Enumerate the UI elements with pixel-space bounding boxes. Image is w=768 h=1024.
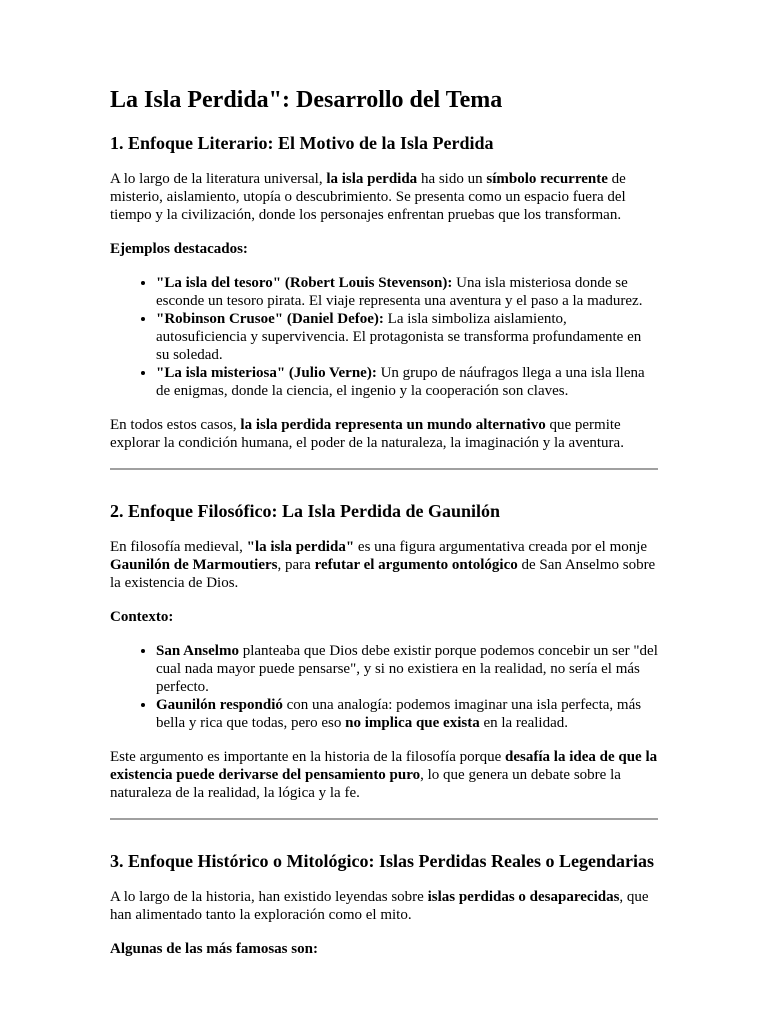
bold-text: "la isla perdida": [246, 539, 355, 555]
text: A lo largo de la literatura universal,: [110, 171, 327, 187]
bold-text: Ejemplos destacados:: [110, 241, 248, 257]
list-item: [156, 310, 658, 364]
text: , para: [277, 557, 315, 573]
bold-text: "La isla misteriosa" (Julio Verne):: [156, 365, 377, 381]
text: Este argumento es importante en la historia de la filosofía porque: [110, 749, 506, 765]
text: La isla simboliza aislamiento, autosuficiencia y supervivencia. El protagonista se transforma profundamente en su soledad.: [156, 311, 642, 363]
text: es una figura argumentativa creada por el monje: [354, 539, 648, 555]
divider: [110, 468, 658, 470]
bold-text: la isla perdida representa un mundo alternativo: [240, 417, 546, 433]
text: en la realidad.: [479, 715, 568, 731]
bold-text: la isla perdida: [326, 171, 418, 187]
examples-list: [110, 274, 658, 400]
bold-text: "Robinson Crusoe" (Daniel Defoe):: [156, 311, 384, 327]
context-label: [110, 608, 658, 626]
text: planteaba que Dios debe existir porque podemos concebir un ser "del cual nada mayor puede pensarse", y si no existiera en la realidad, no sería el más perfecto.: [156, 643, 658, 695]
text: A lo largo de la historia, han existido leyendas sobre: [110, 889, 428, 905]
section-philosophical: [110, 500, 658, 802]
text: En filosofía medieval,: [110, 539, 247, 555]
bold-text: Contexto:: [110, 609, 174, 625]
bold-text: no implica que exista: [345, 715, 480, 731]
bold-text: Gaunilón de Marmoutiers: [110, 557, 278, 573]
text: Una isla misteriosa donde se esconde un tesoro pirata. El viaje representa una aventura y el paso a la madurez.: [156, 275, 643, 309]
bold-text: refutar el argumento ontológico: [314, 557, 518, 573]
text: , lo que genera un debate sobre la naturaleza de la realidad, la lógica y la fe.: [110, 767, 621, 801]
list-item: [156, 642, 658, 696]
document-title: La Isla Perdida": Desarrollo del Tema: [110, 87, 503, 113]
famous-label: [110, 940, 658, 958]
list-item: [156, 696, 658, 732]
bold-text: símbolo recurrente: [486, 171, 608, 187]
examples-label: [110, 240, 658, 258]
text: ha sido un: [417, 171, 487, 187]
text: con una analogía: podemos imaginar una isla perfecta, más bella y rica que todas, pero eso: [156, 697, 642, 731]
paragraph: [110, 748, 658, 802]
bold-text: "La isla del tesoro" (Robert Louis Stevenson):: [156, 275, 453, 291]
list-item: [156, 364, 658, 400]
list-item: [156, 274, 658, 310]
section-literary: [110, 132, 658, 452]
section-heading: 3. Enfoque Histórico o Mitológico: Islas Perdidas Reales o Legendarias: [110, 851, 654, 871]
bold-text: islas perdidas o desaparecidas: [427, 889, 620, 905]
paragraph: [110, 888, 658, 924]
text: Un grupo de náufragos llega a una isla llena de enigmas, donde la ciencia, el ingenio y la cooperación son claves.: [156, 365, 645, 399]
divider: [110, 818, 658, 820]
bold-text: desafía la idea de que la existencia puede derivarse del pensamiento puro: [110, 749, 658, 783]
text: de misterio, aislamiento, utopía o descubrimiento. Se presenta como un espacio fuera del tiempo y la civilización, donde los personajes enfrentan pruebas que los transforman.: [110, 171, 626, 223]
paragraph: [110, 538, 658, 592]
text: que permite explorar la condición humana, el poder de la naturaleza, la imaginación y la aventura.: [110, 417, 624, 451]
text: En todos estos casos,: [110, 417, 241, 433]
text: , que han alimentado tanto la exploración como el mito.: [110, 889, 649, 923]
bold-text: San Anselmo: [156, 643, 239, 659]
paragraph: [110, 416, 658, 452]
context-list: [110, 642, 658, 732]
section-historical: [110, 850, 658, 958]
section-heading: 1. Enfoque Literario: El Motivo de la Isla Perdida: [110, 133, 494, 153]
paragraph: [110, 170, 658, 224]
bold-text: Algunas de las más famosas son:: [110, 941, 318, 957]
text: de San Anselmo sobre la existencia de Dios.: [110, 557, 656, 591]
bold-text: Gaunilón respondió: [156, 697, 283, 713]
section-heading: 2. Enfoque Filosófico: La Isla Perdida de Gaunilón: [110, 501, 501, 521]
